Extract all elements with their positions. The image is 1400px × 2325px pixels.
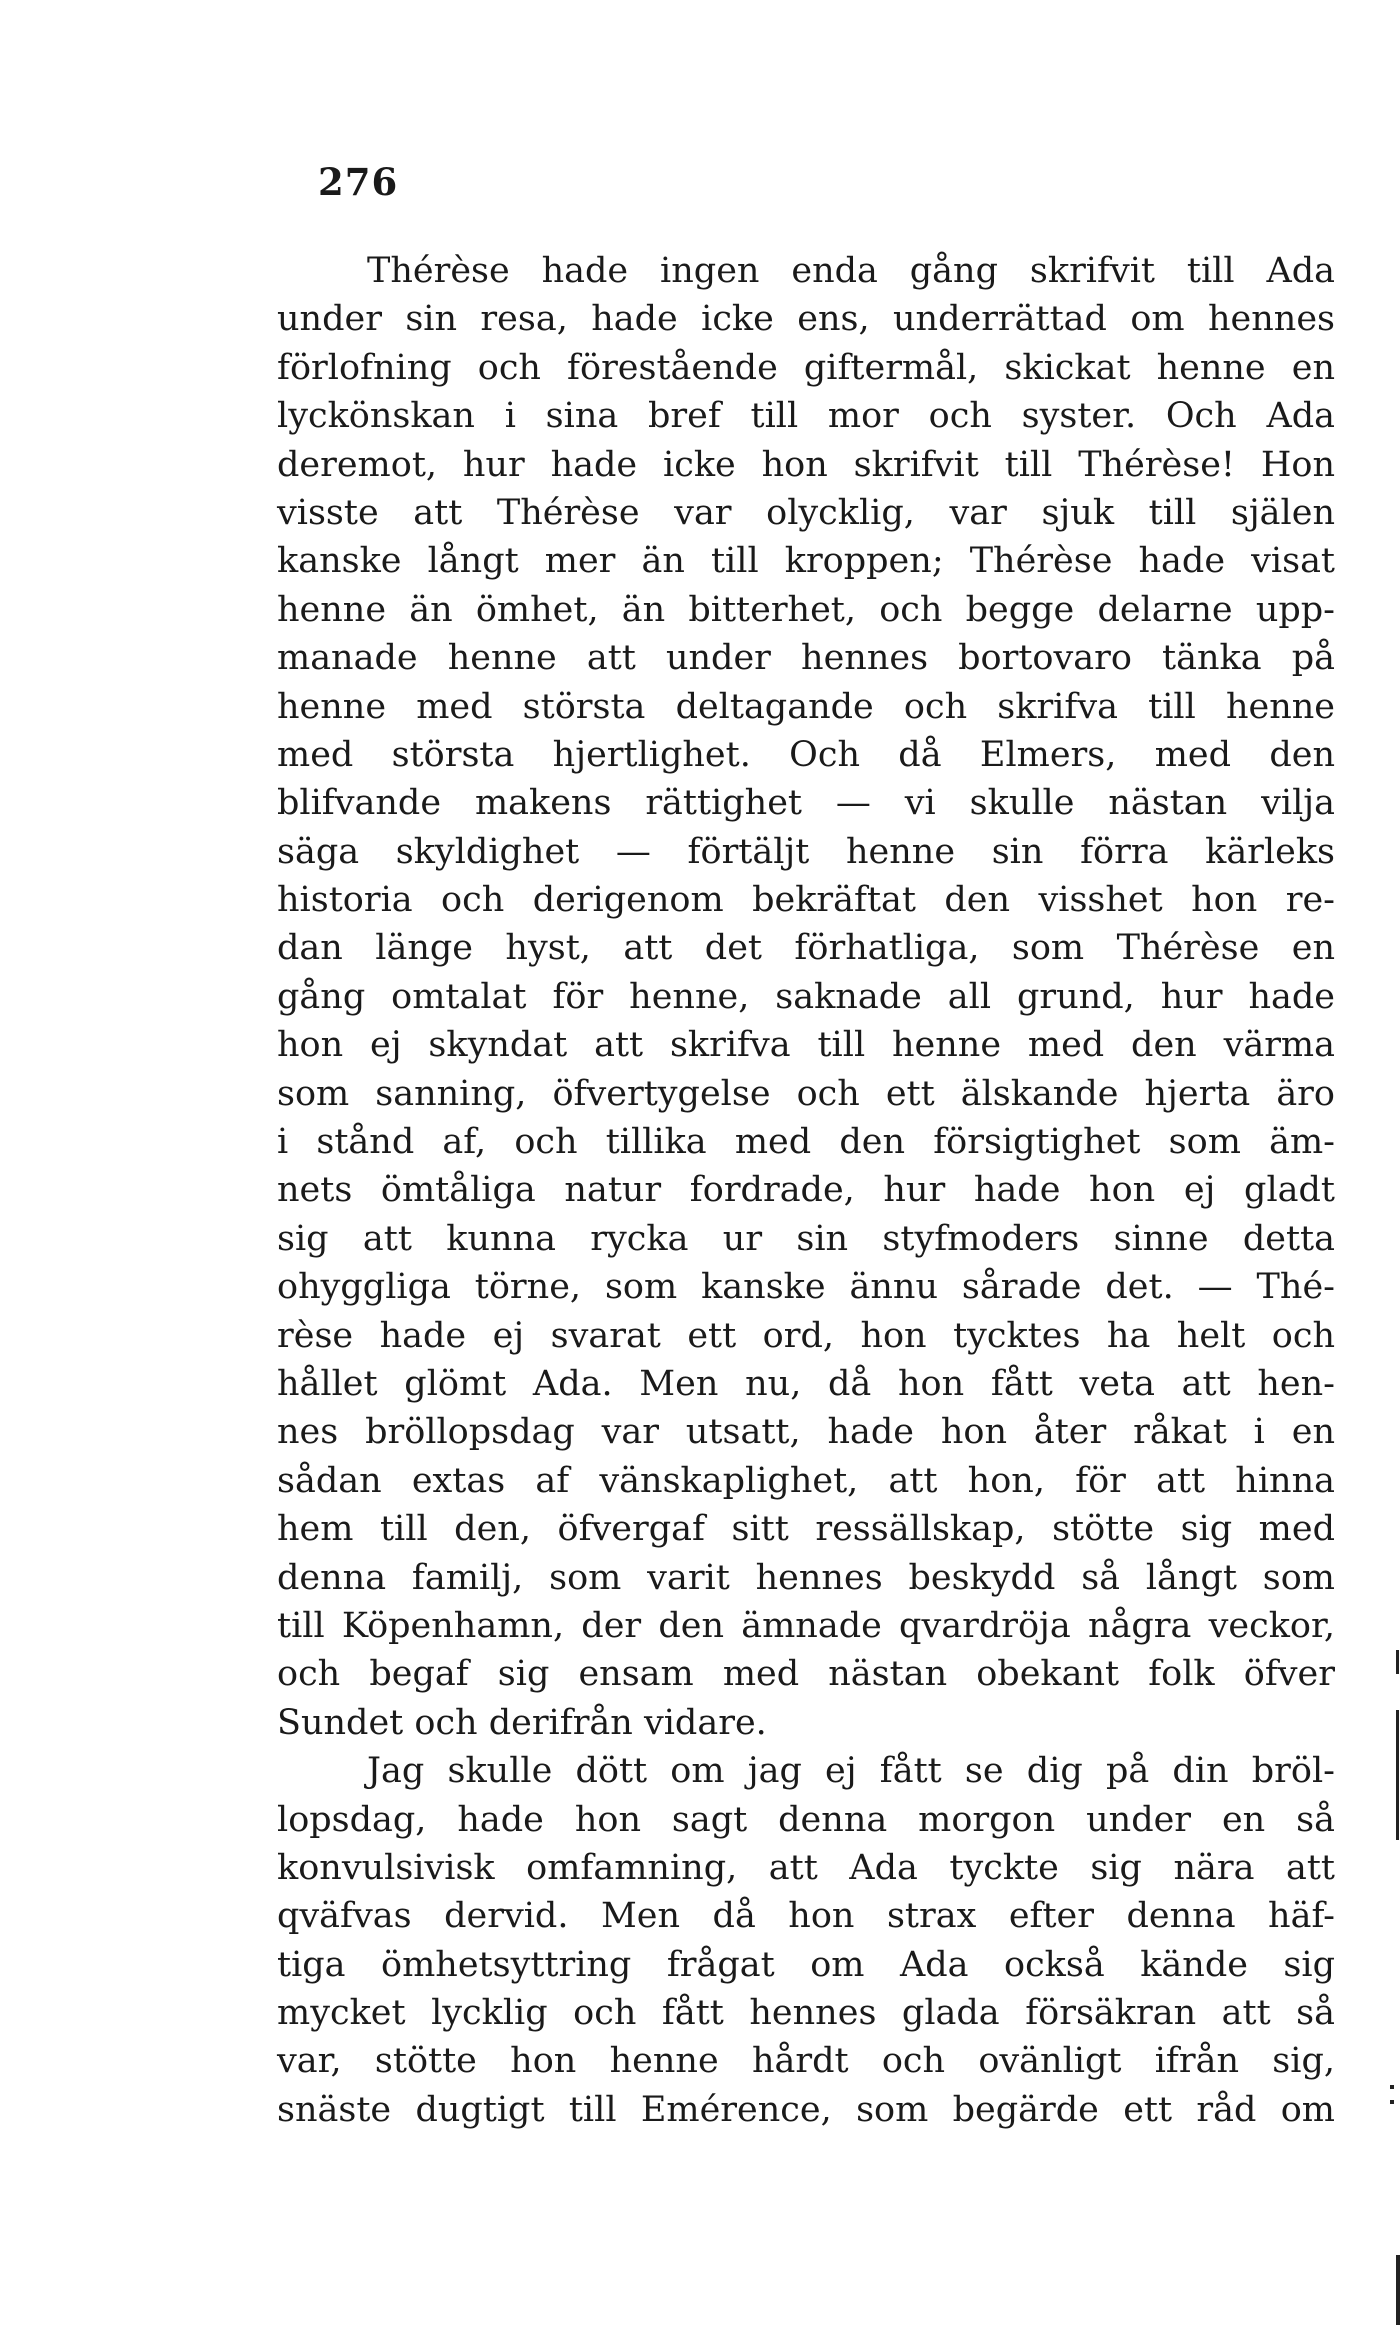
text-line: ohyggliga törne, som kanske ännu sårade det. — Thé- [277, 1267, 1335, 1308]
text-line: kanske långt mer än till kroppen; Thérèse hade visat [277, 541, 1335, 582]
text-line: med största hjertlighet. Och då Elmers, med den [277, 734, 1335, 775]
text-line: hållet glömt Ada. Men nu, då hon fått veta att hen- [277, 1363, 1335, 1404]
margin-mark [1396, 1650, 1399, 1674]
text-line: Jag skulle dött om jag ej fått se dig på din bröl- [367, 1751, 1335, 1792]
text-line: förlofning och förestående giftermål, skickat henne en [277, 347, 1335, 388]
text-line: henne med största deltagande och skrifva till henne [277, 686, 1335, 727]
text-line: gång omtalat för henne, saknade all grund, hur hade [277, 976, 1335, 1017]
body-text [277, 247, 1335, 2134]
text-line: rèse hade ej svarat ett ord, hon tycktes ha helt och [277, 1315, 1335, 1356]
text-line: denna familj, som varit hennes beskydd så långt som [277, 1557, 1335, 1598]
margin-mark [1390, 2085, 1394, 2089]
text-line: under sin resa, hade icke ens, underrättad om hennes [277, 299, 1335, 340]
text-line: Sundet och derifrån vidare. [277, 1702, 767, 1743]
text-line: dan länge hyst, att det förhatliga, som Thérèse en [277, 928, 1335, 969]
text-line: i stånd af, och tillika med den försigtighet som äm- [277, 1122, 1335, 1163]
text-line: som sanning, öfvertygelse och ett älskande hjerta äro [277, 1073, 1335, 1114]
text-line: lyckönskan i sina bref till mor och syster. Och Ada [277, 396, 1335, 437]
text-line: tiga ömhetsyttring frågat om Ada också kände sig [277, 1944, 1335, 1985]
text-line: och begaf sig ensam med nästan obekant folk öfver [277, 1654, 1335, 1695]
text-line: sådan extas af vänskaplighet, att hon, för att hinna [277, 1460, 1335, 1501]
page-number: 276 [318, 160, 399, 204]
text-line: visste att Thérèse var olycklig, var sjuk till själen [277, 492, 1335, 533]
margin-mark [1396, 2255, 1400, 2325]
text-line: konvulsivisk omfamning, att Ada tyckte sig nära att [277, 1847, 1335, 1888]
text-line: henne än ömhet, än bitterhet, och begge delarne upp- [277, 589, 1335, 630]
text-line: nets ömtåliga natur fordrade, hur hade hon ej gladt [277, 1170, 1335, 1211]
text-line: snäste dugtigt till Emérence, som begärde ett råd om [277, 2089, 1335, 2130]
text-line: deremot, hur hade icke hon skrifvit till Thérèse! Hon [277, 444, 1335, 485]
text-line: blifvande makens rättighet — vi skulle nästan vilja [277, 783, 1335, 824]
text-line: mycket lycklig och fått hennes glada försäkran att så [277, 1993, 1335, 2034]
margin-mark [1396, 1710, 1399, 1840]
text-line: Thérèse hade ingen enda gång skrifvit till Ada [367, 251, 1335, 291]
text-line: till Köpenhamn, der den ämnade qvardröja några veckor, [277, 1605, 1335, 1646]
text-line: lopsdag, hade hon sagt denna morgon under en så [277, 1799, 1335, 1840]
text-line: nes bröllopsdag var utsatt, hade hon åter råkat i en [277, 1412, 1335, 1453]
text-line: hon ej skyndat att skrifva till henne med den värma [277, 1025, 1335, 1066]
text-line: hem till den, öfvergaf sitt ressällskap, stötte sig med [277, 1509, 1335, 1550]
text-line: var, stötte hon henne hårdt och ovänligt ifrån sig, [277, 2041, 1335, 2082]
text-line: manade henne att under hennes bortovaro tänka på [277, 638, 1335, 679]
margin-mark [1390, 2100, 1394, 2104]
text-line: historia och derigenom bekräftat den visshet hon re- [277, 880, 1335, 921]
text-line: qväfvas dervid. Men då hon strax efter denna häf- [277, 1896, 1335, 1937]
text-line: säga skyldighet — förtäljt henne sin förra kärleks [277, 831, 1335, 872]
text-line: sig att kunna rycka ur sin styfmoders sinne detta [277, 1218, 1335, 1259]
